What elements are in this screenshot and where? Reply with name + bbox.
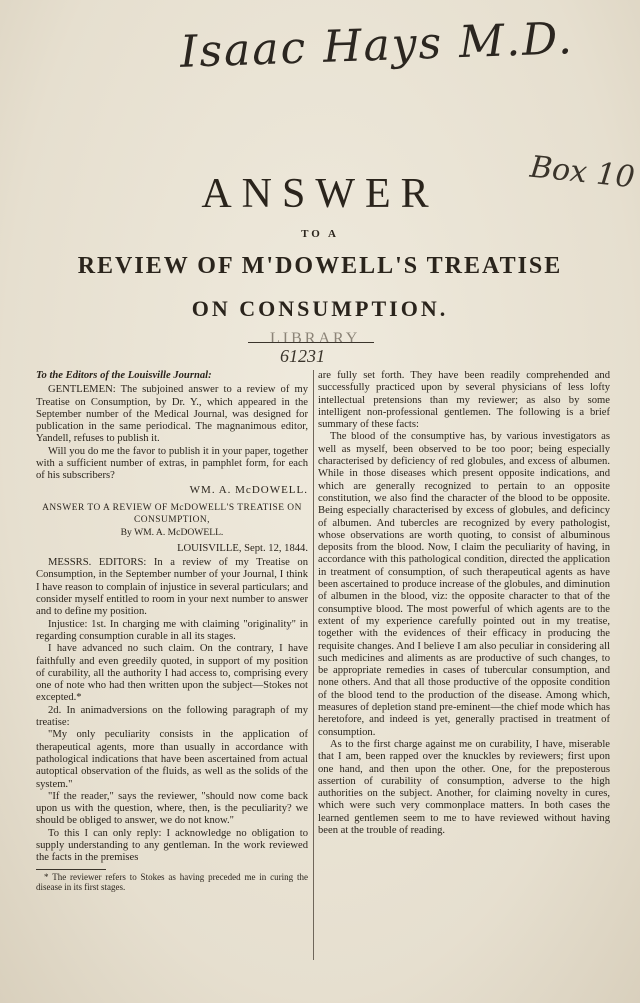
- answer-heading: ANSWER TO A REVIEW OF McDOWELL'S TREATISE ON CONSUMPTION,: [42, 502, 302, 526]
- letter-signature: WM. A. McDOWELL.: [189, 483, 308, 496]
- body-paragraph: As to the first charge against me on curability, I have, miserable that I am, been rapped over the knuckles by reviewers; first upon one hand, and then upon the other. One, for the preposterous assertion of curability of consumption, adverse to the high authorities on the subject. Another, for claiming novelty in cures, which were such very commonplace matters. In both cases the learned gentlemen seem to me to have reviewed without having been at the trouble of reading.: [318, 738, 610, 836]
- handwritten-box-number: Box 10: [528, 149, 637, 196]
- title-line-2: ON CONSUMPTION.: [191, 296, 449, 321]
- title-rule: [248, 342, 374, 343]
- quoted-paragraph: "My only peculiarity consists in the application of therapeutical agents, more than usually in accordance with pathological indications that have been ascertained from actual autoptical observation of the fluids, as well as the solids of the system.": [36, 729, 308, 790]
- body-paragraph: 2d. In animadversions on the following paragraph of my treatise:: [36, 704, 308, 729]
- library-stamp-number: 61231: [280, 346, 325, 366]
- title-answer: ANSWER: [201, 171, 439, 217]
- byline: By WM. A. McDOWELL.: [120, 526, 224, 538]
- body-paragraph: Injustice: 1st. In charging me with claiming "originality" in regarding consumption curable in all its stages.: [36, 618, 308, 642]
- column-divider: [313, 370, 314, 960]
- footnote: * The reviewer refers to Stokes as having preceded me in curing the disease in its first stages.: [36, 871, 308, 893]
- left-column: [36, 370, 308, 954]
- quoted-paragraph: "If the reader," says the reviewer, "should now come back upon us with the question, where, then, is the peculiarity? we should be obliged to answer, we do not know.": [36, 790, 308, 827]
- title-line-1: REVIEW OF M'DOWELL'S TREATISE: [77, 253, 563, 279]
- dateline: LOUISVILLE, Sept. 12, 1844.: [177, 542, 308, 554]
- request-paragraph: Will you do me the favor to publish it in your paper, together with a sufficient number of extras, in pamphlet form, for each of his subscribers?: [36, 445, 308, 482]
- body-paragraph: To this I can only reply: I acknowledge no obligation to supply understanding to any gentleman. In the work reviewed the facts in the premises: [36, 827, 308, 864]
- body-paragraph: I have advanced no such claim. On the contrary, I have faithfully and even greedily quoted, in support of my position of curability, all the authority I had access to, comprising every one of note who had then written upon the subject—Stokes not excepted.*: [36, 643, 308, 704]
- footnote-rule: [36, 869, 106, 870]
- intro-paragraph: GENTLEMEN: The subjoined answer to a review of my Treatise on Consumption, by Dr. Y., which appeared in the September number of the Medical Journal, was designed for publication in the same periodical. The magnanimous editor, Yandell, refuses to publish it.: [36, 384, 308, 445]
- salutation: To the Editors of the Louisville Journal:: [36, 370, 212, 381]
- right-column: [318, 370, 610, 954]
- body-paragraph: MESSRS. EDITORS: In a review of my Treatise on Consumption, in the September number of your Journal, I think I have reason to complain of injustice in several particulars; and consider myself entitled to room in your next number to answer and to define my position.: [36, 557, 308, 618]
- handwritten-signature: Isaac Hays M.D.: [179, 13, 575, 78]
- library-stamp: LIBRARY: [270, 330, 361, 347]
- body-paragraph: The blood of the consumptive has, by various investigators as well as myself, been observed to be too poor; being especially characterised by deficiency of red globules, and excess of albumen. While in those diseases which present opposite indications, and which are generally recognized to pertain to an opposite constitution, we also find the character of the blood to be opposite. Being especially characterised by excess of globules, and deficincy of albumen. And tubercles are recognized by every pathologist, whose observations are worth quoting, to consist of albuminous deposits from the blood. Now, I claim the peculiarity of having, in accordance with this pathological condition, directed the application in treatment of consumption, of such therapeutical agents as have been ascertained to produce increase of the globules, and diminution of albumen in the blood, viz: the opposite character to that of the consumptive blood. The most powerful of which agents are to the extent of my experience carefully pointed out in my treatise, together with the evidences of their efficacy in producing the requisite changes. And I believe I am also peculiar in considering all such medicines and aliments as are productive of such changes, to be appropriate remedies in cases of tubercular consumption, and none others. And that all those productive of the opposite condition of the blood tend to the production of the disease. Among which, measures of depletion stand pre-eminent—the chief mode which has heretofore, and indeed is yet, generally practised in treatment of consumption.: [318, 431, 610, 738]
- title-connector: TO A: [301, 228, 339, 240]
- body-paragraph: are fully set forth. They have been readily comprehended and successfully practiced upon by several physicians of less lofty intellectual pretensions than my reviewer; as also by some intelligent non-professional gentlemen. The following is a brief summary of these facts:: [318, 370, 610, 431]
